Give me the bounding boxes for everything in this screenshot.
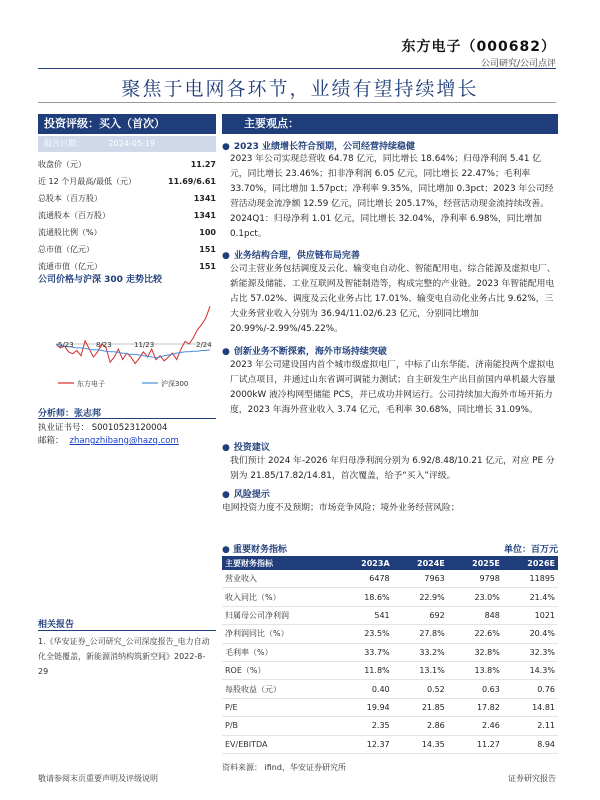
rating-banner: 投资评级：买入（首次） — [38, 114, 216, 134]
table-row — [222, 680, 558, 698]
related-rule — [38, 630, 216, 631]
key-data-list — [38, 156, 216, 275]
footer-doc-type: 证券研究报告 — [508, 774, 556, 783]
table-row — [222, 588, 558, 606]
table-cell: 11.8% — [336, 661, 392, 679]
key-data-value: 100 — [199, 228, 216, 237]
key-data-value: 11.27 — [190, 160, 216, 169]
table-cell: 33.7% — [336, 643, 392, 661]
table-cell: 21.85 — [393, 698, 448, 716]
table-cell: 13.8% — [448, 661, 503, 679]
table-cell: 23.5% — [336, 625, 392, 643]
key-data-label: 收盘价（元） — [38, 160, 86, 169]
section-heading: ● 2023 业绩增长符合预期，公司经营持续稳健 — [222, 139, 415, 152]
row-label: 每股收益（元） — [222, 680, 336, 698]
table-cell: 18.6% — [336, 588, 392, 606]
table-cell: 13.1% — [393, 661, 448, 679]
table-cell: 20.4% — [503, 625, 558, 643]
table-row — [222, 570, 558, 588]
table-cell: 33.2% — [393, 643, 448, 661]
series-line-index — [56, 344, 210, 358]
key-data-row — [38, 241, 216, 258]
table-cell: 27.8% — [393, 625, 448, 643]
row-label: 毛利率（%） — [222, 643, 336, 661]
x-tick-label: 8/23 — [96, 341, 112, 349]
table-cell: 7963 — [393, 570, 448, 588]
table-source: 资料来源： ifind，华安证券研究所 — [222, 763, 346, 772]
row-label: 收入同比（%） — [222, 588, 336, 606]
section-body: 2023 年公司建设国内首个城市级虚拟电厂，中标了山东华能、济南能投两个虚拟电厂试点项目，并通过山东省调可调能力测试；自主研发生产出目前国内单机最大容量 2000kW 液冷构网型储能 PCS，并已成功并网运行。公司持续加大海外市场开拓力度，2023 年海外营业收入 3.74 亿元，毛利率 30.68%，同比增长 31.09%。 — [230, 360, 556, 415]
x-tick-label: 5/23 — [58, 341, 74, 349]
table-row — [222, 661, 558, 679]
chart-title: 公司价格与沪深 300 走势比较 — [38, 275, 163, 285]
table-row — [222, 643, 558, 661]
table-cell: 11895 — [503, 570, 558, 588]
table-cell: 1021 — [503, 606, 558, 624]
table-cell: 2.86 — [393, 717, 448, 735]
footer-disclaimer: 敬请参阅末页重要声明及评级说明 — [38, 774, 158, 783]
table-row — [222, 717, 558, 735]
section-body: 电网投资力度不及预期；市场竞争风险；境外业务经营风险； — [222, 503, 460, 513]
table-cell: 8.94 — [503, 735, 558, 753]
table-cell: 2.11 — [503, 717, 558, 735]
analyst-rule — [38, 418, 216, 419]
table-cell: 17.82 — [448, 698, 503, 716]
key-data-value: 11.69/6.61 — [168, 177, 216, 186]
table-cell: 0.52 — [393, 680, 448, 698]
section-body: 我们预计 2024 年-2026 年归母净利润分别为 6.92/8.48/10.21 亿元，对应 PE 分别为 21.85/17.82/14.81，首次覆盖，给予“买入”评级。 — [230, 456, 555, 481]
table-header-row — [222, 556, 558, 570]
financial-table-unit: 单位：百万元 — [503, 545, 558, 555]
key-data-label: 近 12 个月最高/最低（元） — [38, 177, 136, 186]
series-line-company — [56, 306, 210, 363]
report-date-label: 报告日期： — [44, 139, 84, 148]
table-cell: 14.81 — [503, 698, 558, 716]
report-date-bar — [38, 136, 216, 152]
analyst-certificate: 执业证书号： S0010523120004 — [38, 423, 168, 433]
company-title: 东方电子（000682） — [401, 39, 556, 55]
column-header: 2023A — [336, 556, 392, 570]
financial-table-title: ● 重要财务指标 — [222, 545, 288, 555]
table-row — [222, 606, 558, 624]
financial-table — [222, 556, 558, 754]
related-reports-heading: 相关报告 — [38, 620, 75, 630]
table-row — [222, 735, 558, 753]
table-cell: 12.37 — [336, 735, 392, 753]
key-data-value: 151 — [199, 245, 216, 254]
row-label: ROE（%） — [222, 661, 336, 679]
table-cell: 21.4% — [503, 588, 558, 606]
table-cell: 6478 — [336, 570, 392, 588]
row-label: P/E — [222, 698, 336, 716]
table-row — [222, 698, 558, 716]
section-heading: ● 业务结构合理，供应链布局完善 — [222, 248, 360, 261]
table-cell: 14.35 — [393, 735, 448, 753]
section-heading: ● 创新业务不断探索，海外市场持续突破 — [222, 344, 387, 357]
table-cell: 2.35 — [336, 717, 392, 735]
key-data-label: 总股本（百万股） — [38, 194, 102, 203]
report-date-value: 2024-05-19 — [108, 139, 156, 148]
section-heading: ● 投资建议 — [222, 440, 270, 453]
table-cell: 32.8% — [448, 643, 503, 661]
main-points-banner: 主要观点： — [222, 114, 558, 134]
header-rule — [38, 68, 556, 69]
row-label: 营业收入 — [222, 570, 336, 588]
table-cell: 22.9% — [393, 588, 448, 606]
key-data-row — [38, 190, 216, 207]
legend-label: 东方电子 — [77, 380, 105, 388]
legend-label: 沪深300 — [161, 380, 189, 388]
key-data-value: 1341 — [193, 211, 216, 220]
table-cell: 32.3% — [503, 643, 558, 661]
table-cell: 22.6% — [448, 625, 503, 643]
table-cell: 23.0% — [448, 588, 503, 606]
email-link[interactable]: zhangzhibang@hazq.com — [69, 436, 179, 446]
analyst-email-row — [38, 434, 179, 446]
table-cell: 848 — [448, 606, 503, 624]
column-header: 2025E — [448, 556, 503, 570]
table-cell: 692 — [393, 606, 448, 624]
x-tick-label: 11/23 — [134, 341, 155, 349]
section-body: 2023 年公司实现总营收 64.78 亿元，同比增长 18.64%；归母净利润 5.41 亿元，同比增长 23.46%；扣非净利润 6.05 亿元，同比增长 22.47%；毛利率 33.70%，同比增加 1.57pct；净利率 9.35%，同比增加 0.3pct；2023 年公司经营活动现金流净额 12.59 亿元，同比增长 205.17%，经营活动现金流持续改善。2024Q1：归母净利 1.01 亿元，同比增长 32.04%，净利率 6.98%，同比增加 0.1pct。 — [230, 154, 554, 239]
key-data-row — [38, 224, 216, 241]
row-label: 归属母公司净利润 — [222, 606, 336, 624]
column-header: 2024E — [393, 556, 448, 570]
table-cell: 11.27 — [448, 735, 503, 753]
section-body: 公司主营业务包括调度及云化、输变电自动化、智能配用电、综合能源及虚拟电厂、新能源及储能、工业互联网及智能制造等，构成完整的产业链。2023 年智能配用电占比 57.02%、调度及云化业务占比 17.01%、输变电自动化业务占比 9.62%，三大业务营业收入分别为 36.94/11.02/6.23 亿元，分别同比增加 20.99%/-2.99%/45.22%。 — [230, 264, 556, 334]
price-comparison-chart — [38, 286, 216, 394]
report-headline: 聚焦于电网各环节，业绩有望持续增长 — [121, 78, 479, 100]
key-data-value: 1341 — [193, 194, 216, 203]
key-data-label: 总市值（亿元） — [38, 245, 94, 254]
key-data-label: 流通市值（亿元） — [38, 262, 102, 271]
row-label: P/B — [222, 717, 336, 735]
report-type: 公司研究/公司点评 — [480, 59, 556, 69]
key-data-label: 流通股比例（%） — [38, 228, 102, 237]
key-data-row — [38, 173, 216, 190]
financial-table-header — [222, 542, 558, 555]
table-cell: 0.40 — [336, 680, 392, 698]
section-heading: ● 风险提示 — [222, 487, 270, 500]
financial-table-title-text: 重要财务指标 — [233, 545, 288, 555]
row-label: EV/EBITDA — [222, 735, 336, 753]
key-data-value: 151 — [199, 262, 216, 271]
row-label: 净利润同比（%） — [222, 625, 336, 643]
x-tick-label: 2/24 — [196, 341, 212, 349]
headline-rule — [38, 102, 556, 103]
table-cell: 541 — [336, 606, 392, 624]
table-cell: 14.3% — [503, 661, 558, 679]
analyst-heading: 分析师：张志邦 — [38, 409, 102, 419]
key-data-row — [38, 156, 216, 173]
column-header: 主要财务指标 — [222, 556, 336, 570]
table-cell: 9798 — [448, 570, 503, 588]
column-header: 2026E — [503, 556, 558, 570]
table-cell: 0.63 — [448, 680, 503, 698]
table-cell: 2.46 — [448, 717, 503, 735]
table-row — [222, 625, 558, 643]
key-data-row — [38, 207, 216, 224]
key-data-label: 流通股本（百万股） — [38, 211, 110, 220]
table-cell: 0.76 — [503, 680, 558, 698]
table-cell: 19.94 — [336, 698, 392, 716]
email-label: 邮箱： — [38, 436, 64, 446]
related-report-item[interactable]: 1.《华安证券_公司研究_公司深度报告_电力自动化全链覆盖，新能源消纳构筑新空间》2022-8-29 — [38, 637, 210, 676]
